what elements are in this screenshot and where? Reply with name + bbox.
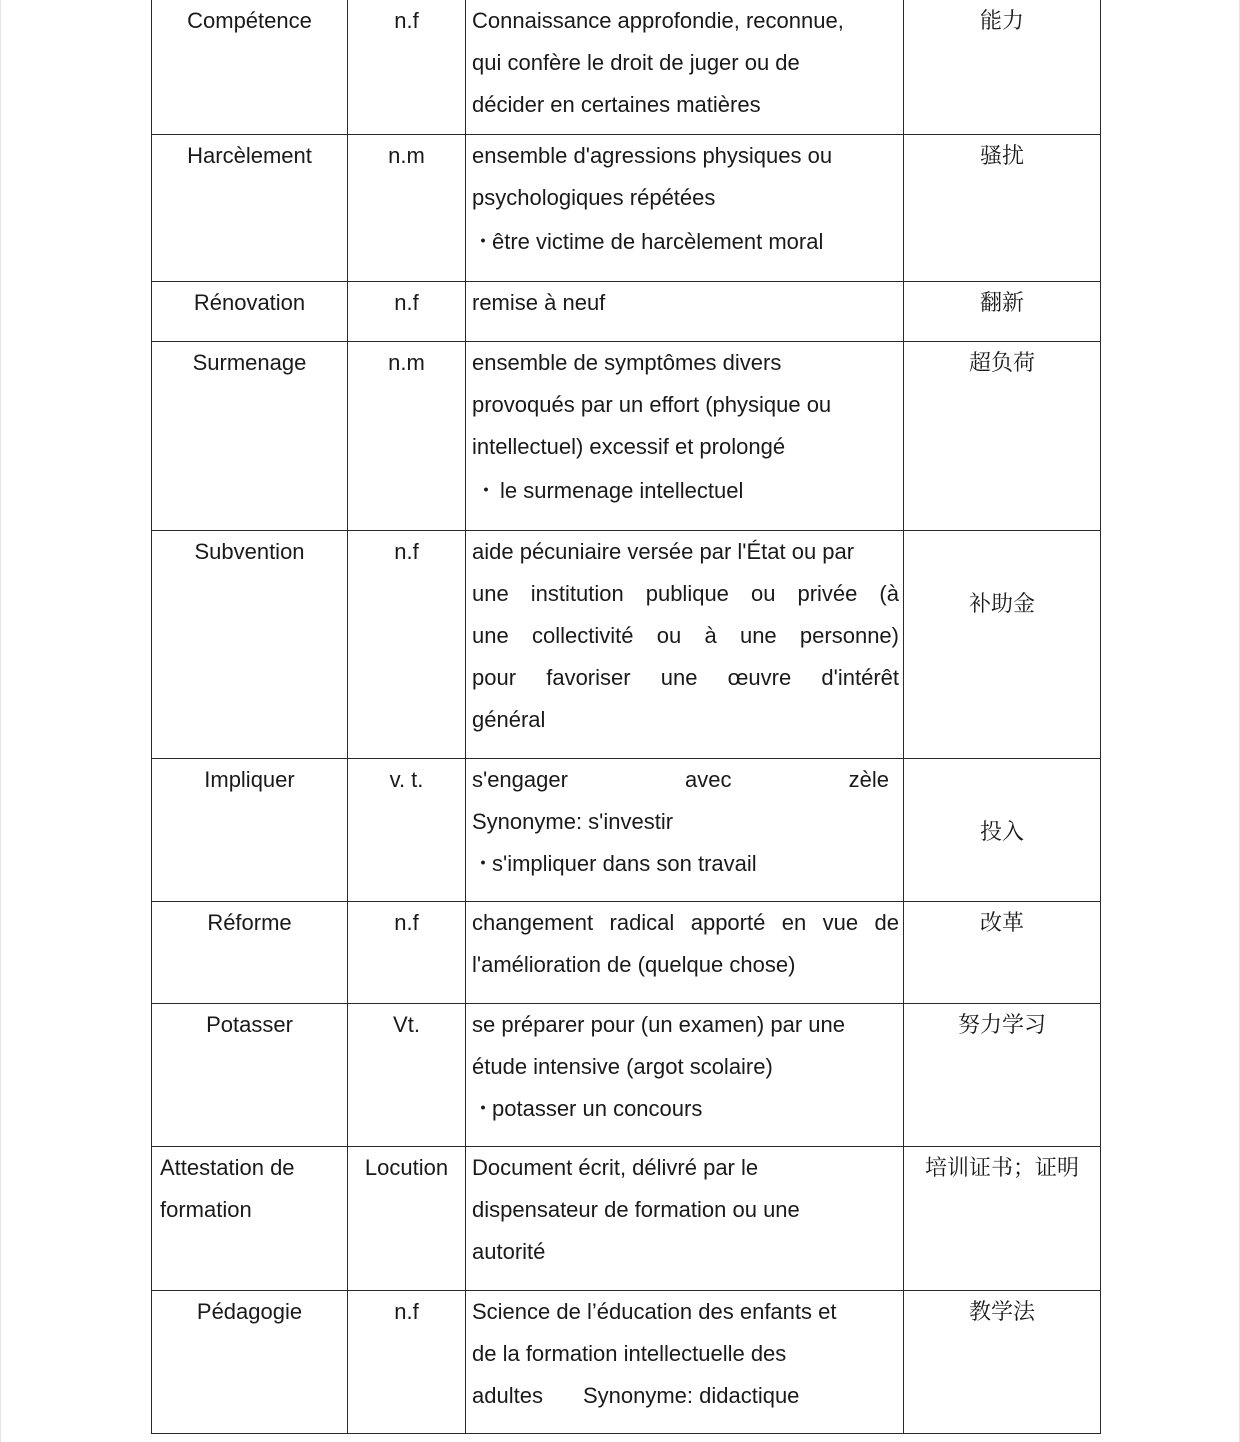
bullet-icon: ・ bbox=[472, 851, 495, 876]
definition-cell bbox=[466, 531, 904, 759]
part-of-speech-cell: n.m bbox=[348, 135, 466, 282]
table-row bbox=[152, 759, 1101, 902]
word-cell: Rénovation bbox=[152, 282, 348, 342]
definition-line: Synonyme: s'investir bbox=[472, 809, 674, 834]
word-cell: Potasser bbox=[152, 1004, 348, 1147]
definition-line: remise à neuf bbox=[472, 290, 606, 315]
chinese-translation-cell: 超负荷 bbox=[904, 342, 1101, 531]
synonym-text: Synonyme: didactique bbox=[582, 1383, 800, 1408]
table-row bbox=[152, 0, 1101, 135]
example-text: être victime de harcèlement moral bbox=[492, 229, 824, 254]
table-row bbox=[152, 1147, 1101, 1291]
definition-line: décider en certaines matières bbox=[472, 92, 761, 117]
word-cell: Impliquer bbox=[152, 759, 348, 902]
definition-line: changement radical apporté en vue de bbox=[472, 910, 899, 935]
example-line bbox=[472, 219, 897, 265]
definition-cell bbox=[466, 342, 904, 531]
definition-cell bbox=[466, 1004, 904, 1147]
definition-line: général bbox=[472, 707, 546, 732]
chinese-translation-cell: 能力 bbox=[904, 0, 1101, 135]
chinese-translation-cell: 翻新 bbox=[904, 282, 1101, 342]
part-of-speech-cell: n.f bbox=[348, 0, 466, 135]
definition-line: psychologiques répétées bbox=[472, 185, 716, 210]
definition-cell bbox=[466, 0, 904, 135]
definition-line: Document écrit, délivré par le bbox=[472, 1155, 759, 1180]
definition-line: Connaissance approfondie, reconnue, bbox=[472, 8, 844, 33]
word-cell: Surmenage bbox=[152, 342, 348, 531]
chinese-translation-cell: 补助金 bbox=[904, 531, 1101, 759]
definition-line: aide pécuniaire versée par l'État ou par bbox=[472, 539, 855, 564]
definition-cell bbox=[466, 759, 904, 902]
example-line bbox=[472, 468, 897, 514]
table-row bbox=[152, 1291, 1101, 1434]
definition-line: dispensateur de formation ou une bbox=[472, 1197, 800, 1222]
part-of-speech-cell: Locution bbox=[348, 1147, 466, 1291]
definition-line: intellectuel) excessif et prolongé bbox=[472, 434, 786, 459]
part-of-speech-cell: n.m bbox=[348, 342, 466, 531]
table-row bbox=[152, 902, 1101, 1004]
chinese-translation-cell: 骚扰 bbox=[904, 135, 1101, 282]
bullet-icon: ・ bbox=[472, 229, 495, 254]
definition-cell bbox=[466, 902, 904, 1004]
example-line bbox=[472, 843, 889, 885]
definition-line: ensemble de symptômes divers bbox=[472, 350, 782, 375]
part-of-speech-cell: n.f bbox=[348, 282, 466, 342]
chinese-translation-cell: 投入 bbox=[904, 759, 1101, 902]
chinese-translation-cell: 改革 bbox=[904, 902, 1101, 1004]
definition-line: une collectivité ou à une personne) bbox=[472, 623, 899, 648]
chinese-translation-cell: 努力学习 bbox=[904, 1004, 1101, 1147]
part-of-speech-cell: n.f bbox=[348, 1291, 466, 1434]
definition-line: l'amélioration de (quelque chose) bbox=[472, 952, 796, 977]
example-line bbox=[472, 1088, 897, 1130]
word-cell: Pédagogie bbox=[152, 1291, 348, 1434]
definition-line: se préparer pour (un examen) par une bbox=[472, 1012, 845, 1037]
definition-line: une institution publique ou privée (à bbox=[472, 581, 899, 606]
definition-cell bbox=[466, 282, 904, 342]
definition-line: étude intensive (argot scolaire) bbox=[472, 1054, 773, 1079]
chinese-translation-cell: 教学法 bbox=[904, 1291, 1101, 1434]
example-text: s'impliquer dans son travail bbox=[492, 851, 757, 876]
word-cell: Réforme bbox=[152, 902, 348, 1004]
word-cell: Subvention bbox=[152, 531, 348, 759]
definition-line: provoqués par un effort (physique ou bbox=[472, 392, 832, 417]
definition-line: s'engager avec zèle bbox=[472, 767, 889, 792]
definition-text: adultes bbox=[472, 1383, 543, 1408]
definition-line: Science de l’éducation des enfants et bbox=[472, 1299, 837, 1324]
page-edge-left bbox=[0, 0, 1, 1442]
definition-line: pour favoriser une œuvre d'intérêt bbox=[472, 665, 899, 690]
definition-cell bbox=[466, 1291, 904, 1434]
chinese-translation-cell: 培训证书；证明 bbox=[904, 1147, 1101, 1291]
definition-line: autorité bbox=[472, 1239, 546, 1264]
bullet-icon: ・ bbox=[474, 478, 497, 503]
definition-line: ensemble d'agressions physiques ou bbox=[472, 143, 833, 168]
part-of-speech-cell: Vt. bbox=[348, 1004, 466, 1147]
vocabulary-table bbox=[151, 0, 1101, 1434]
definition-cell bbox=[466, 135, 904, 282]
part-of-speech-cell: n.f bbox=[348, 902, 466, 1004]
definition-line: qui confère le droit de juger ou de bbox=[472, 50, 800, 75]
definition-line bbox=[472, 1375, 897, 1417]
example-text: le surmenage intellectuel bbox=[500, 478, 744, 503]
part-of-speech-cell: n.f bbox=[348, 531, 466, 759]
definition-cell bbox=[466, 1147, 904, 1291]
example-text: potasser un concours bbox=[492, 1096, 703, 1121]
table-row bbox=[152, 342, 1101, 531]
word-cell: Attestation de formation bbox=[152, 1147, 348, 1291]
table-row bbox=[152, 135, 1101, 282]
table-row bbox=[152, 282, 1101, 342]
word-cell: Compétence bbox=[152, 0, 348, 135]
bullet-icon: ・ bbox=[472, 1096, 495, 1121]
table-row bbox=[152, 1004, 1101, 1147]
part-of-speech-cell: v. t. bbox=[348, 759, 466, 902]
definition-line: de la formation intellectuelle des bbox=[472, 1341, 787, 1366]
word-cell: Harcèlement bbox=[152, 135, 348, 282]
table-row bbox=[152, 531, 1101, 759]
